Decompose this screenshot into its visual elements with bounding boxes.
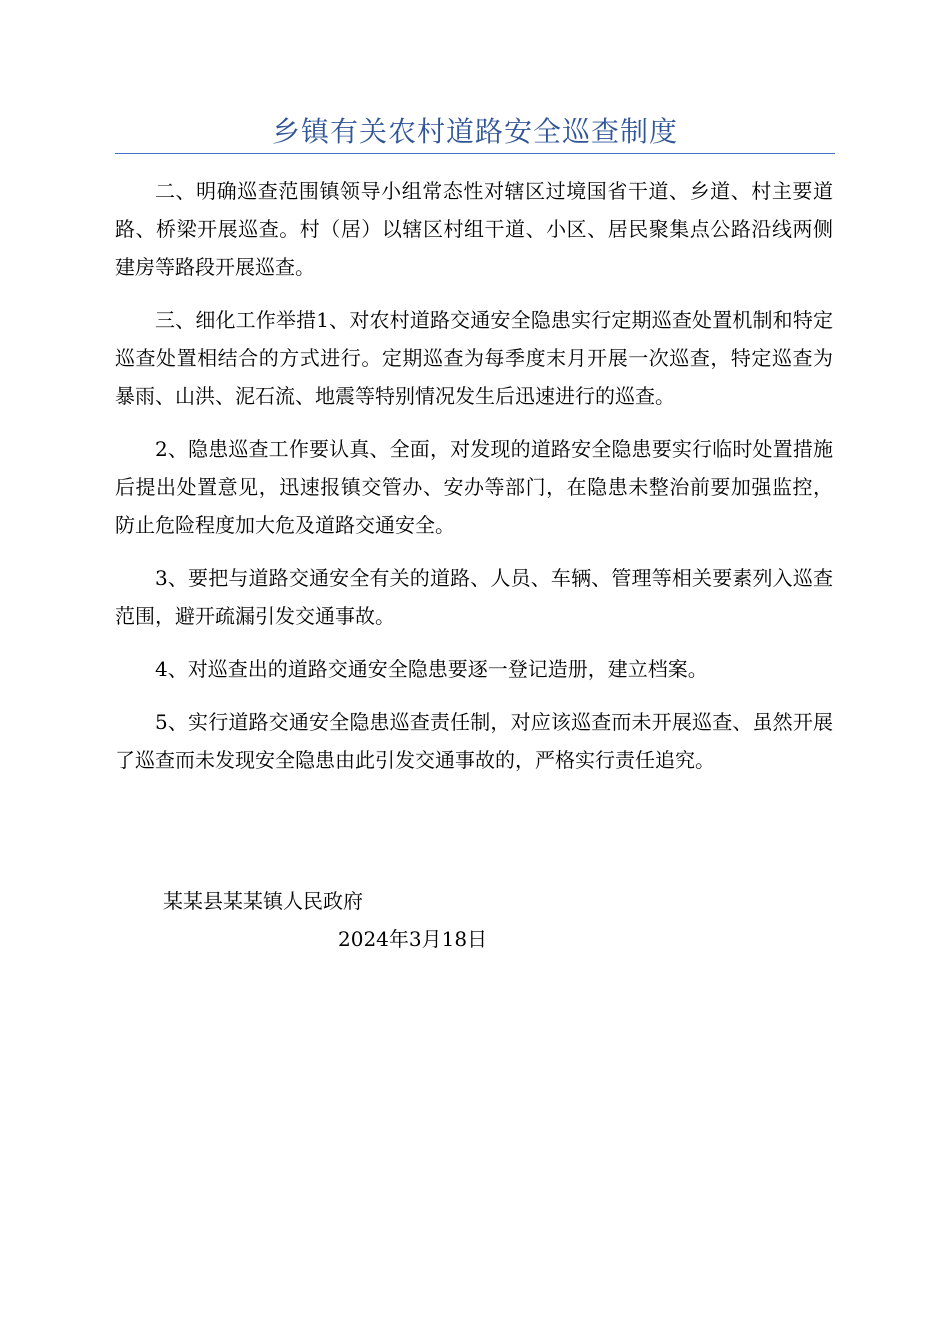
paragraph-measures: 三、细化工作举措1、对农村道路交通安全隐患实行定期巡查处置机制和特定巡查处置相结合的方式进行。定期巡查为每季度末月开展一次巡查，特定巡查为暴雨、山洪、泥石流、地震等特别情况发生后迅速进行的巡查。 bbox=[115, 308, 833, 408]
paragraph-item-3: 3、要把与道路交通安全有关的道路、人员、车辆、管理等相关要素列入巡查范围，避开疏漏引发交通事故。 bbox=[115, 566, 833, 628]
paragraph-item-2: 2、隐患巡查工作要认真、全面，对发现的道路安全隐患要实行临时处置措施后提出处置意见，迅速报镇交管办、安办等部门，在隐患未整治前要加强监控，防止危险程度加大危及道路交通安全。 bbox=[115, 437, 833, 537]
document-title: 乡镇有关农村道路安全巡查制度 bbox=[271, 115, 678, 148]
document-body bbox=[115, 172, 833, 794]
title-underline bbox=[115, 153, 835, 154]
paragraph-item-4: 4、对巡查出的道路交通安全隐患要逐一登记造册，建立档案。 bbox=[155, 657, 708, 681]
signature-date: 2024年3月18日 bbox=[338, 927, 488, 951]
signature-organization: 某某县某某镇人民政府 bbox=[163, 889, 363, 913]
paragraph-scope: 二、明确巡查范围镇领导小组常态性对辖区过境国省干道、乡道、村主要道路、桥梁开展巡查。村（居）以辖区村组干道、小区、居民聚集点公路沿线两侧建房等路段开展巡查。 bbox=[115, 179, 833, 279]
paragraph-item-5: 5、实行道路交通安全隐患巡查责任制，对应该巡查而未开展巡查、虽然开展了巡查而未发现安全隐患由此引发交通事故的，严格实行责任追究。 bbox=[115, 710, 833, 772]
